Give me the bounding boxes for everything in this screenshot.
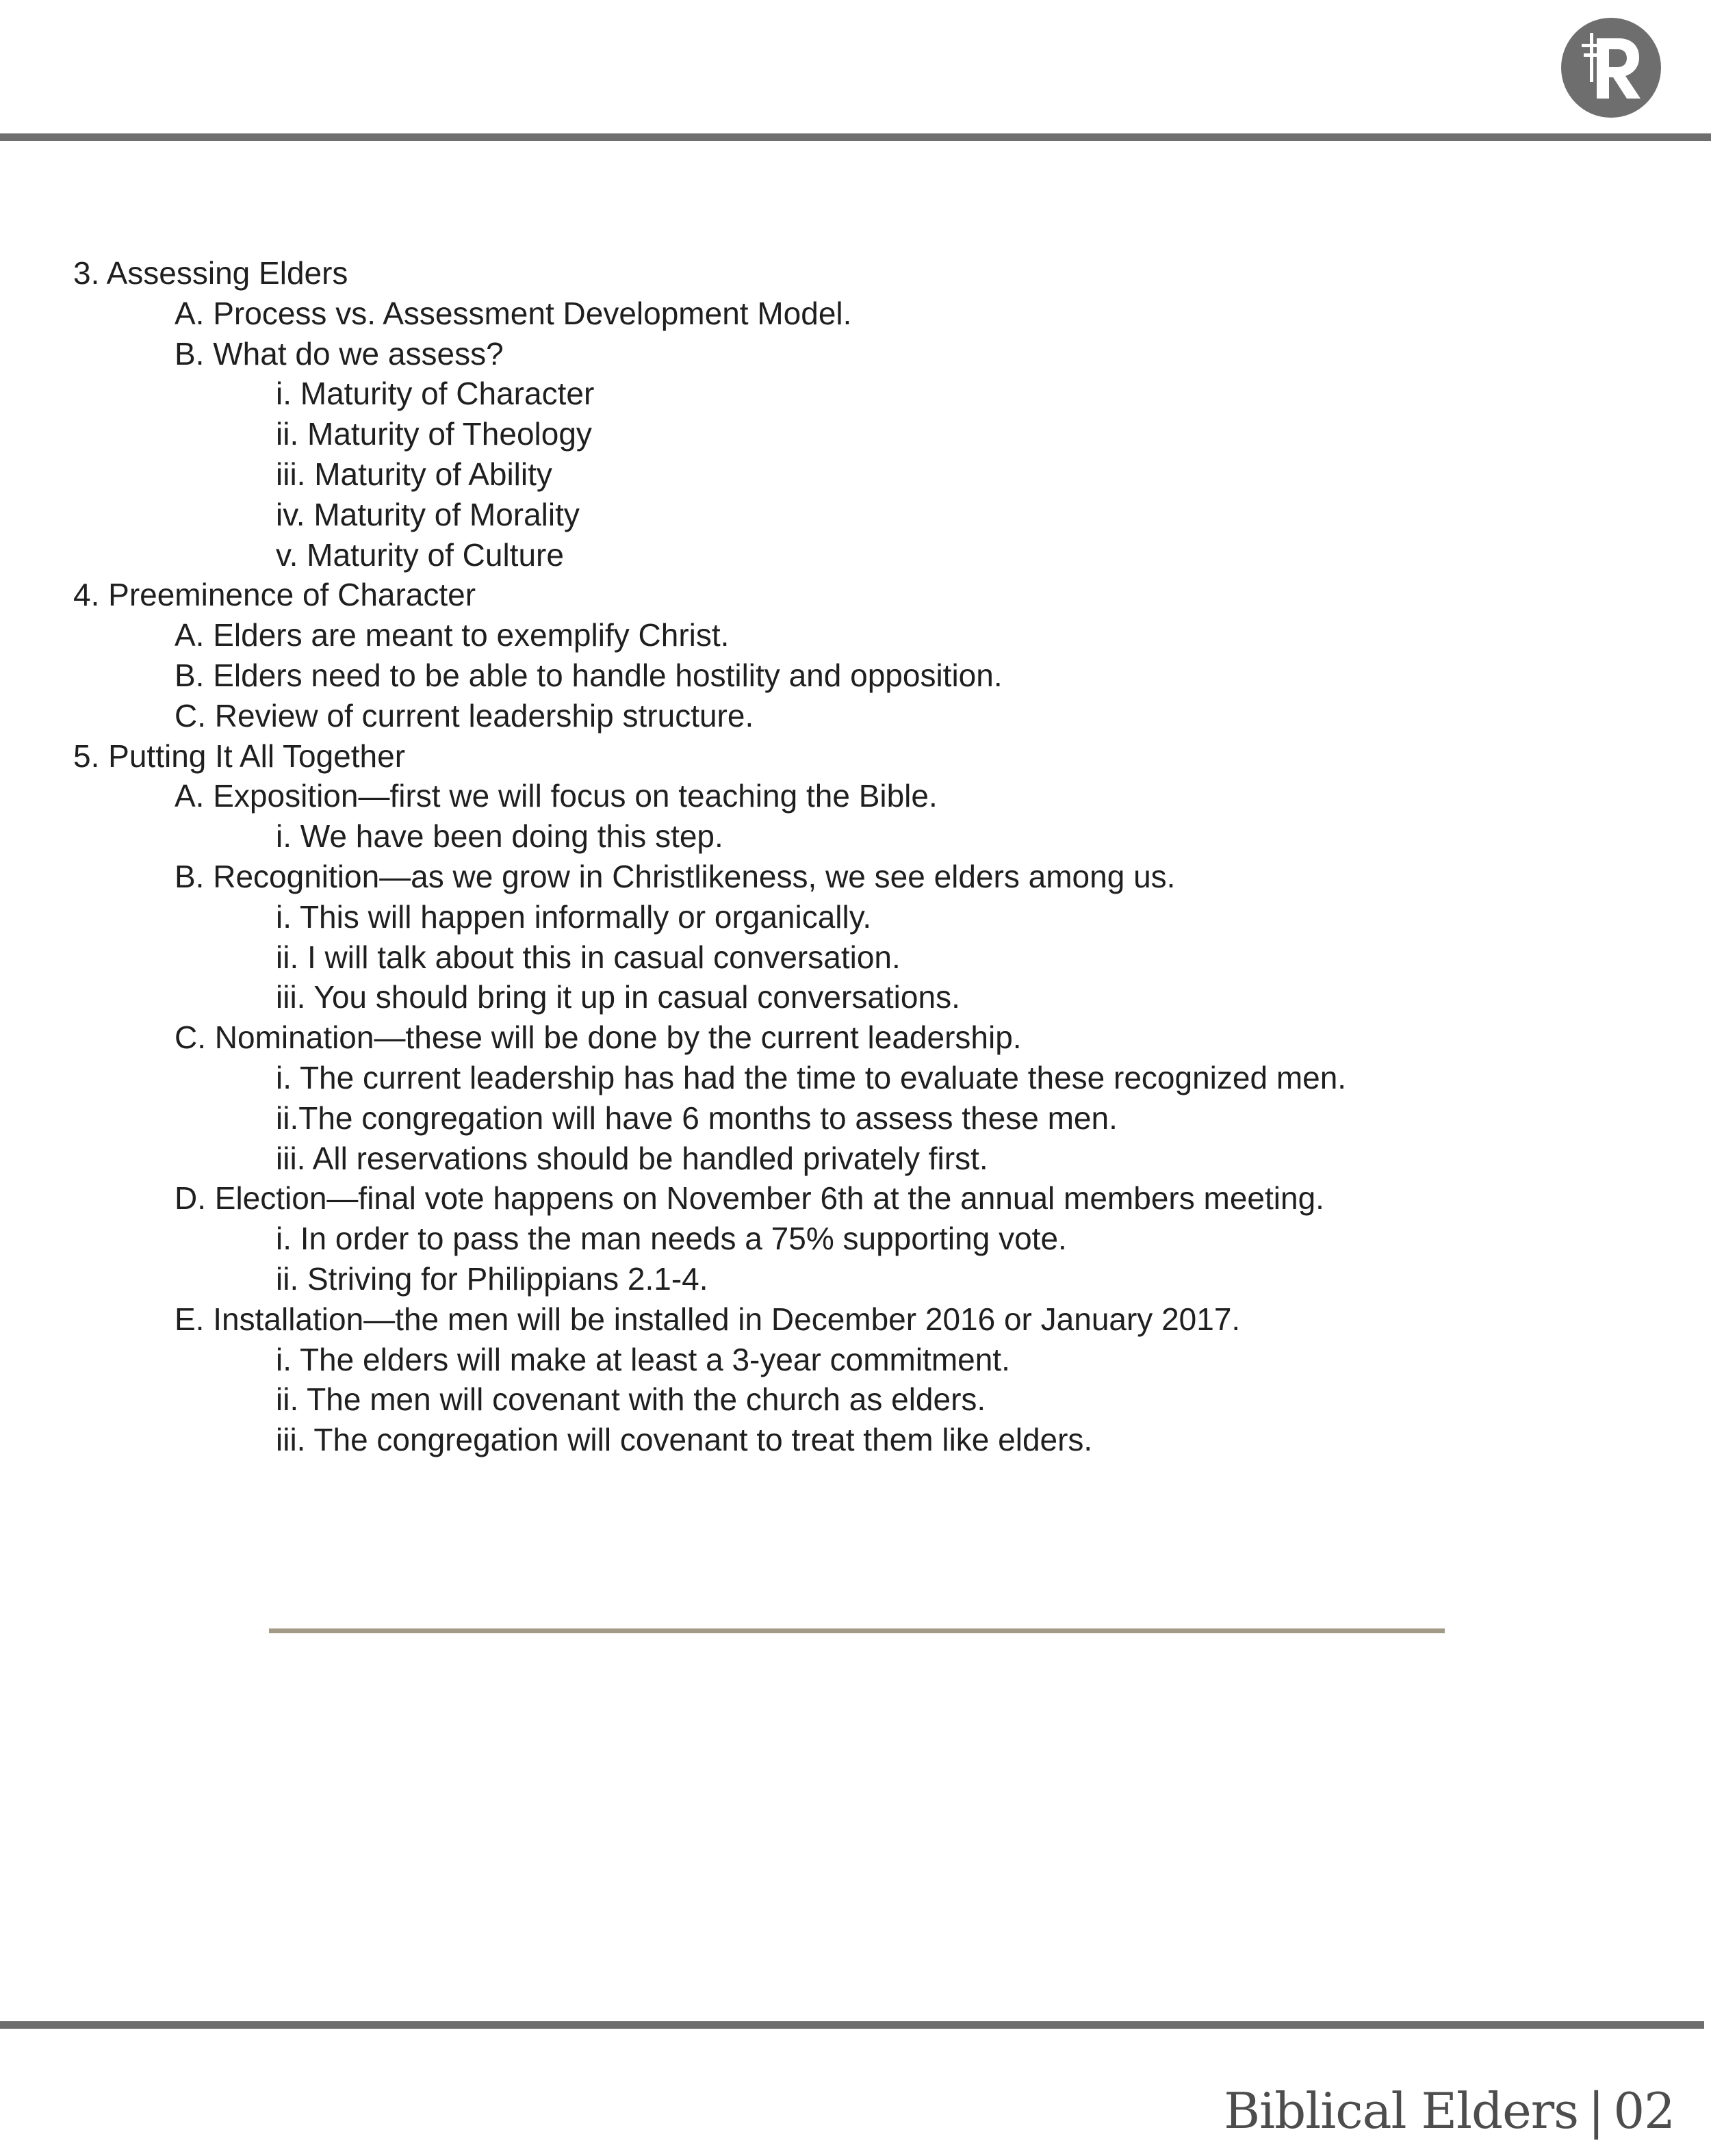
outline-item-level-2: A. Elders are meant to exemplify Christ. [175,617,730,653]
outline-list [73,253,1620,1460]
outline-item-level-3: v. Maturity of Culture [276,536,564,573]
outline-item-level-2: B. What do we assess? [175,335,504,372]
outline-item-level-3: i. The elders will make at least a 3-year commitment. [276,1341,1010,1377]
outline-item-level-3: ii.The congregation will have 6 months to assess these men. [276,1100,1118,1136]
outline-item-level-3: i. We have been doing this step. [276,818,723,855]
header-rule [0,133,1711,141]
outline-item-level-2: D. Election—final vote happens on November 6th at the annual members meeting. [175,1180,1324,1217]
outline-item-level-3: iii. All reservations should be handled privately first. [276,1140,988,1176]
outline-item-level-3: i. This will happen informally or organically. [276,898,872,935]
outline-item-level-1: 4. Preeminence of Character [73,577,476,613]
outline-item-level-2: C. Review of current leadership structure. [175,697,754,733]
outline-item-level-3: i. In order to pass the man needs a 75% supporting vote. [276,1221,1067,1257]
outline-item-level-3: ii. I will talk about this in casual conversation. [276,939,901,975]
outline-item-level-2: A. Exposition—first we will focus on teaching the Bible. [175,778,938,814]
outline-item-level-3: i. Maturity of Character [276,376,595,412]
outline-item-level-3: iii. Maturity of Ability [276,456,552,492]
outline-item-level-3: iv. Maturity of Morality [276,496,580,532]
outline-item-level-2: E. Installation—the men will be installed in December 2016 or January 2017. [175,1301,1241,1337]
outline-item-level-2: C. Nomination—these will be done by the current leadership. [175,1019,1022,1056]
outline-item-level-3: iii. You should bring it up in casual conversations. [276,979,960,1015]
outline-item-level-1: 5. Putting It All Together [73,738,406,774]
outline-item-level-3: ii. Maturity of Theology [276,416,592,452]
page-number: 02 [1613,2082,1675,2140]
outline-item-level-3: ii. The men will covenant with the church as elders. [276,1381,986,1418]
footer-title: Biblical Elders [1224,2082,1579,2140]
outline-item-level-2: B. Recognition—as we grow in Christlikeness, we see elders among us. [175,858,1176,894]
outline-item-level-2: B. Elders need to be able to handle hostility and opposition. [175,657,1003,693]
footer [1224,2080,1675,2142]
outline-item-level-2: A. Process vs. Assessment Development Model. [175,295,852,331]
church-logo [1561,18,1661,118]
section-divider [269,1628,1445,1633]
outline-item-level-3: ii. Striving for Philippians 2.1-4. [276,1260,708,1297]
church-r-cross-logo-icon [1561,18,1661,118]
outline-item-level-3: iii. The congregation will covenant to treat them like elders. [276,1422,1093,1458]
footer-separator: | [1588,2082,1604,2140]
footer-rule [0,2021,1704,2029]
outline-item-level-3: i. The current leadership has had the time to evaluate these recognized men. [276,1059,1347,1095]
outline-item-level-1: 3. Assessing Elders [73,255,348,291]
